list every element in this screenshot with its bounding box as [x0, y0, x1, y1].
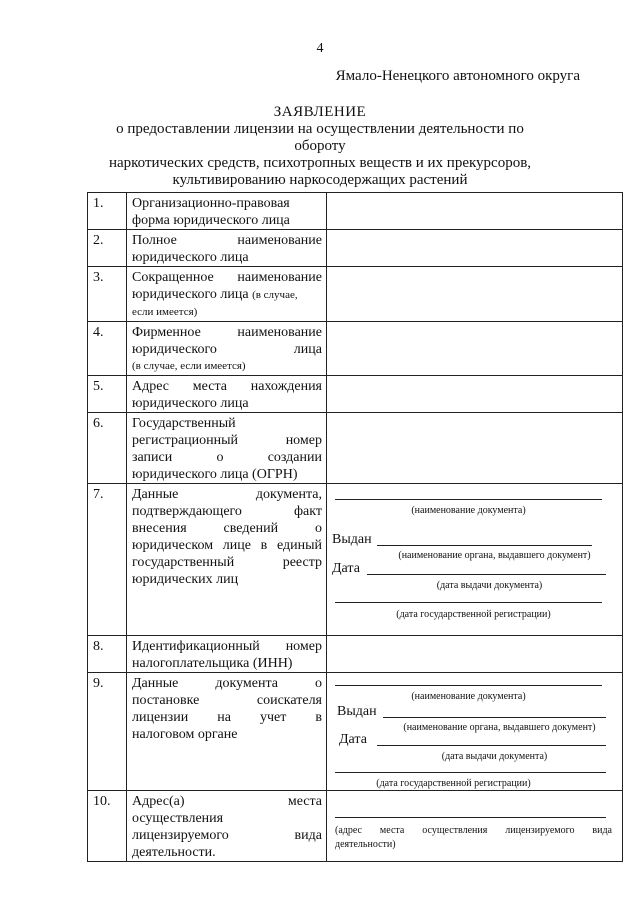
page-number: 4	[316, 41, 324, 56]
label-line: юридическом лице в единый	[132, 538, 322, 553]
label-line: юридического лица	[132, 250, 249, 265]
row-label	[127, 376, 327, 413]
label-line: Данные документа о	[132, 676, 322, 691]
table-row	[88, 230, 623, 267]
issuer-caption: (наименование органа, выдавшего документ)	[403, 722, 596, 733]
table-row	[88, 636, 623, 673]
row-number: 4.	[88, 322, 127, 376]
label-line: подтверждающего факт	[132, 504, 322, 519]
doc-name-line[interactable]	[335, 499, 602, 500]
issue-date-caption: (дата выдачи документа)	[436, 580, 543, 591]
row-number: 1.	[88, 193, 127, 230]
legal-form-field[interactable]	[327, 193, 623, 230]
doc-name-caption: (наименование документа)	[411, 691, 526, 702]
row-label	[127, 484, 327, 636]
row-number: 10.	[88, 791, 127, 862]
row-label	[127, 230, 327, 267]
issued-label: Выдан	[337, 704, 377, 719]
label-line: Идентификационный номер	[132, 639, 322, 654]
address-field[interactable]	[327, 376, 623, 413]
inn-field[interactable]	[327, 636, 623, 673]
subtitle-line: наркотических средств, психотропных веществ и их прекурсоров,	[108, 155, 532, 171]
subtitle-line: культивированию наркосодержащих растений	[172, 172, 468, 188]
label-line: юридического лица	[132, 342, 322, 357]
issue-date-line[interactable]	[377, 745, 606, 746]
label-line: Данные документа,	[132, 487, 322, 502]
activity-address-caption: деятельности)	[335, 839, 396, 850]
full-name-field[interactable]	[327, 230, 623, 267]
short-name-field[interactable]	[327, 267, 623, 322]
row-number: 3.	[88, 267, 127, 322]
row-label	[127, 791, 327, 862]
row-number: 7.	[88, 484, 127, 636]
label-line: Сокращенное наименование	[132, 270, 322, 285]
issue-date-caption: (дата выдачи документа)	[441, 751, 548, 762]
row-label	[127, 636, 327, 673]
activity-address-block	[327, 791, 623, 862]
label-line: регистрационный номер	[132, 433, 322, 448]
label-line: Адрес места нахождения	[132, 379, 322, 394]
row-label	[127, 267, 327, 322]
document-title: ЗАЯВЛЕНИЕ	[273, 104, 367, 120]
row-label	[127, 413, 327, 484]
brand-name-field[interactable]	[327, 322, 623, 376]
label-line: Адрес(а) места	[132, 794, 322, 809]
label-line: Фирменное наименование	[132, 325, 322, 340]
row-number: 9.	[88, 673, 127, 791]
label-line: лицензируемого вида	[132, 828, 322, 843]
label-line: юридического лица	[132, 396, 249, 411]
reg-date-caption: (дата государственной регистрации)	[396, 609, 551, 620]
table-row	[88, 673, 623, 791]
label-line: юридического лица (в случае,	[132, 287, 298, 302]
row-number: 6.	[88, 413, 127, 484]
label-line: (в случае, если имеется)	[132, 360, 246, 372]
date-label: Дата	[332, 561, 360, 576]
reg-date-line[interactable]	[335, 602, 602, 603]
date-label: Дата	[339, 732, 367, 747]
table-row	[88, 193, 623, 230]
label-line: внесения сведений о	[132, 521, 322, 536]
table-row	[88, 376, 623, 413]
label-line: налогоплательщика (ИНН)	[132, 656, 293, 671]
label-line: если имеется)	[132, 306, 198, 318]
row-number: 2.	[88, 230, 127, 267]
activity-address-caption: (адрес места осуществления лицензируемого вида	[335, 825, 612, 836]
label-line: постановке соискателя	[132, 693, 322, 708]
application-form-table	[87, 192, 623, 862]
table-row	[88, 791, 623, 862]
label-line: Государственный	[132, 416, 236, 431]
table-row	[88, 484, 623, 636]
row-label	[127, 193, 327, 230]
document-subtitle	[90, 121, 550, 189]
label-line: Полное наименование	[132, 233, 322, 248]
row-label	[127, 322, 327, 376]
table-row	[88, 267, 623, 322]
activity-address-line[interactable]	[335, 817, 606, 818]
label-line: записи о создании	[132, 450, 322, 465]
issued-label: Выдан	[332, 532, 372, 547]
label-line: осуществления	[132, 811, 224, 826]
label-line: юридических лиц	[132, 572, 239, 587]
row-label	[127, 673, 327, 791]
label-line: налоговом органе	[132, 727, 238, 742]
label-line: форма юридического лица	[132, 213, 290, 228]
issue-date-line[interactable]	[367, 574, 606, 575]
issuer-line[interactable]	[383, 717, 606, 718]
issuer-line[interactable]	[377, 545, 592, 546]
row-number: 8.	[88, 636, 127, 673]
doc-name-line[interactable]	[335, 685, 602, 686]
egrul-document-block	[327, 484, 623, 636]
label-line: государственный реестр	[132, 555, 322, 570]
table-row	[88, 322, 623, 376]
ogrn-field[interactable]	[327, 413, 623, 484]
label-line: лицензии на учет в	[132, 710, 322, 725]
issuer-caption: (наименование органа, выдавшего документ)	[398, 550, 591, 561]
reg-date-caption: (дата государственной регистрации)	[376, 778, 531, 789]
subtitle-line: о предоставлении лицензии на осуществлении деятельности по обороту	[116, 121, 524, 154]
label-line: Организационно-правовая	[132, 196, 290, 211]
table-row	[88, 413, 623, 484]
label-line: юридического лица (ОГРН)	[132, 467, 298, 482]
doc-name-caption: (наименование документа)	[411, 505, 526, 516]
tax-document-block	[327, 673, 623, 791]
reg-date-line[interactable]	[335, 772, 606, 773]
row-number: 5.	[88, 376, 127, 413]
region-name: Ямало-Ненецкого автономного округа	[335, 68, 580, 84]
label-line: деятельности.	[132, 845, 216, 860]
